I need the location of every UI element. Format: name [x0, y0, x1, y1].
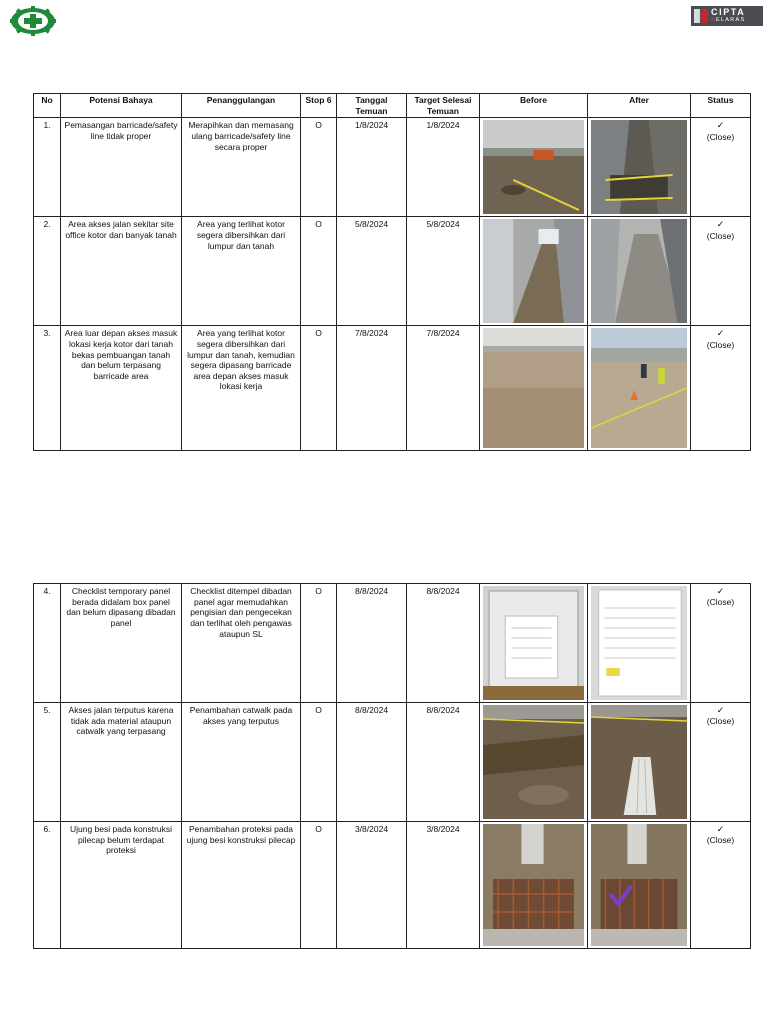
cell-status: [691, 703, 751, 822]
cell-status: [691, 584, 751, 703]
cell-tanggal-temuan: 7/8/2024: [337, 326, 407, 451]
cell-stop6: O: [301, 217, 337, 326]
check-icon: ✓: [716, 586, 725, 596]
table-row: [34, 118, 751, 217]
check-icon: ✓: [716, 705, 725, 715]
company-logo-subname: SELARAS: [711, 17, 746, 24]
status-text: (Close): [706, 597, 735, 608]
table-row: [34, 584, 751, 703]
table-row: [34, 326, 751, 451]
cell-stop6: O: [301, 822, 337, 949]
cell-stop6: O: [301, 703, 337, 822]
status-text: (Close): [706, 339, 735, 350]
cell-potensi-bahaya: Akses jalan terputus karena tidak ada material ataupun catwalk yang terpasang: [61, 703, 182, 822]
cell-tanggal-temuan: 8/8/2024: [337, 584, 407, 703]
cell-target-selesai: 1/8/2024: [407, 118, 480, 217]
cell-potensi-bahaya: Checklist temporary panel berada didalam box panel dan belum dipasang dibadan panel: [61, 584, 182, 703]
check-icon: ✓: [716, 120, 725, 131]
col-header-after: After: [588, 94, 691, 118]
after-photo: [588, 118, 691, 217]
cipta-selaras-logo: [691, 6, 763, 26]
cell-target-selesai: 5/8/2024: [407, 217, 480, 326]
hazard-report-table-page-2: [33, 583, 751, 949]
cell-penanggulangan: Checklist ditempel dibadan panel agar memudahkan pengisian dan pengecekan dan terlihat oleh pengawas ataupun SL: [182, 584, 301, 703]
cell-potensi-bahaya: Area akses jalan sekitar site office kotor dan banyak tanah: [61, 217, 182, 326]
col-header-penanggulangan: Penanggulangan: [182, 94, 301, 118]
cell-no: 5.: [34, 703, 61, 822]
cell-no: 6.: [34, 822, 61, 949]
cell-penanggulangan: Merapihkan dan memasang ulang barricade/safety line secara proper: [182, 118, 301, 217]
company-logo-name: CIPTA: [711, 7, 746, 18]
cell-no: 3.: [34, 326, 61, 451]
hazard-report-table-page-1: [33, 93, 751, 451]
cell-tanggal-temuan: 5/8/2024: [337, 217, 407, 326]
after-photo: [588, 217, 691, 326]
cell-stop6: O: [301, 584, 337, 703]
cipta-selaras-mark-icon: [694, 9, 708, 23]
cell-potensi-bahaya: Ujung besi pada konstruksi pilecap belum terdapat proteksi: [61, 822, 182, 949]
cell-tanggal-temuan: 1/8/2024: [337, 118, 407, 217]
after-photo: [588, 584, 691, 703]
cell-status: [691, 217, 751, 326]
check-icon: ✓: [716, 328, 725, 339]
col-header-target-selesai: Target Selesai Temuan: [407, 94, 480, 118]
cell-no: 4.: [34, 584, 61, 703]
status-text: (Close): [706, 835, 735, 846]
cell-no: 2.: [34, 217, 61, 326]
col-header-tanggal-temuan: Tanggal Temuan: [337, 94, 407, 118]
cell-target-selesai: 7/8/2024: [407, 326, 480, 451]
cell-potensi-bahaya: Pemasangan barricade/safety line tidak proper: [61, 118, 182, 217]
cell-status: [691, 326, 751, 451]
table-row: [34, 822, 751, 949]
status-text: (Close): [706, 230, 735, 241]
cell-status: [691, 118, 751, 217]
col-header-stop6: Stop 6: [301, 94, 337, 118]
cell-potensi-bahaya: Area luar depan akses masuk lokasi kerja kotor dari tanah bekas pembuangan tanah dan belum terpasang barricade area: [61, 326, 182, 451]
cell-penanggulangan: Area yang terlihat kotor segera dibersihkan dari lumpur dan tanah: [182, 217, 301, 326]
cell-stop6: O: [301, 118, 337, 217]
col-header-no: No: [34, 94, 61, 118]
col-header-before: Before: [480, 94, 588, 118]
cell-target-selesai: 8/8/2024: [407, 584, 480, 703]
cell-target-selesai: 8/8/2024: [407, 703, 480, 822]
cell-stop6: O: [301, 326, 337, 451]
cell-penanggulangan: Area yang terlihat kotor segera dibersihkan dari lumpur dan tanah, kemudian segera dipasang barricade area depan akses masuk lokasi kerja: [182, 326, 301, 451]
col-header-status: Status: [691, 94, 751, 118]
before-photo: [480, 217, 588, 326]
check-icon: ✓: [716, 824, 725, 834]
table-row: [34, 217, 751, 326]
cell-no: 1.: [34, 118, 61, 217]
before-photo: [480, 584, 588, 703]
k3-safety-logo-icon: [8, 6, 58, 36]
col-header-potensi-bahaya: Potensi Bahaya: [61, 94, 182, 118]
cell-tanggal-temuan: 3/8/2024: [337, 822, 407, 949]
after-photo: [588, 703, 691, 822]
table-header-row: [34, 94, 751, 118]
before-photo: [480, 703, 588, 822]
table-row: [34, 703, 751, 822]
cell-penanggulangan: Penambahan proteksi pada ujung besi konstruksi pilecap: [182, 822, 301, 949]
before-photo: [480, 822, 588, 949]
cell-target-selesai: 3/8/2024: [407, 822, 480, 949]
before-photo: [480, 326, 588, 451]
check-icon: ✓: [716, 219, 725, 230]
cell-tanggal-temuan: 8/8/2024: [337, 703, 407, 822]
status-text: (Close): [706, 716, 735, 727]
cell-status: [691, 822, 751, 949]
before-photo: [480, 118, 588, 217]
cell-penanggulangan: Penambahan catwalk pada akses yang terputus: [182, 703, 301, 822]
after-photo: [588, 326, 691, 451]
status-text: (Close): [706, 131, 735, 142]
after-photo: [588, 822, 691, 949]
